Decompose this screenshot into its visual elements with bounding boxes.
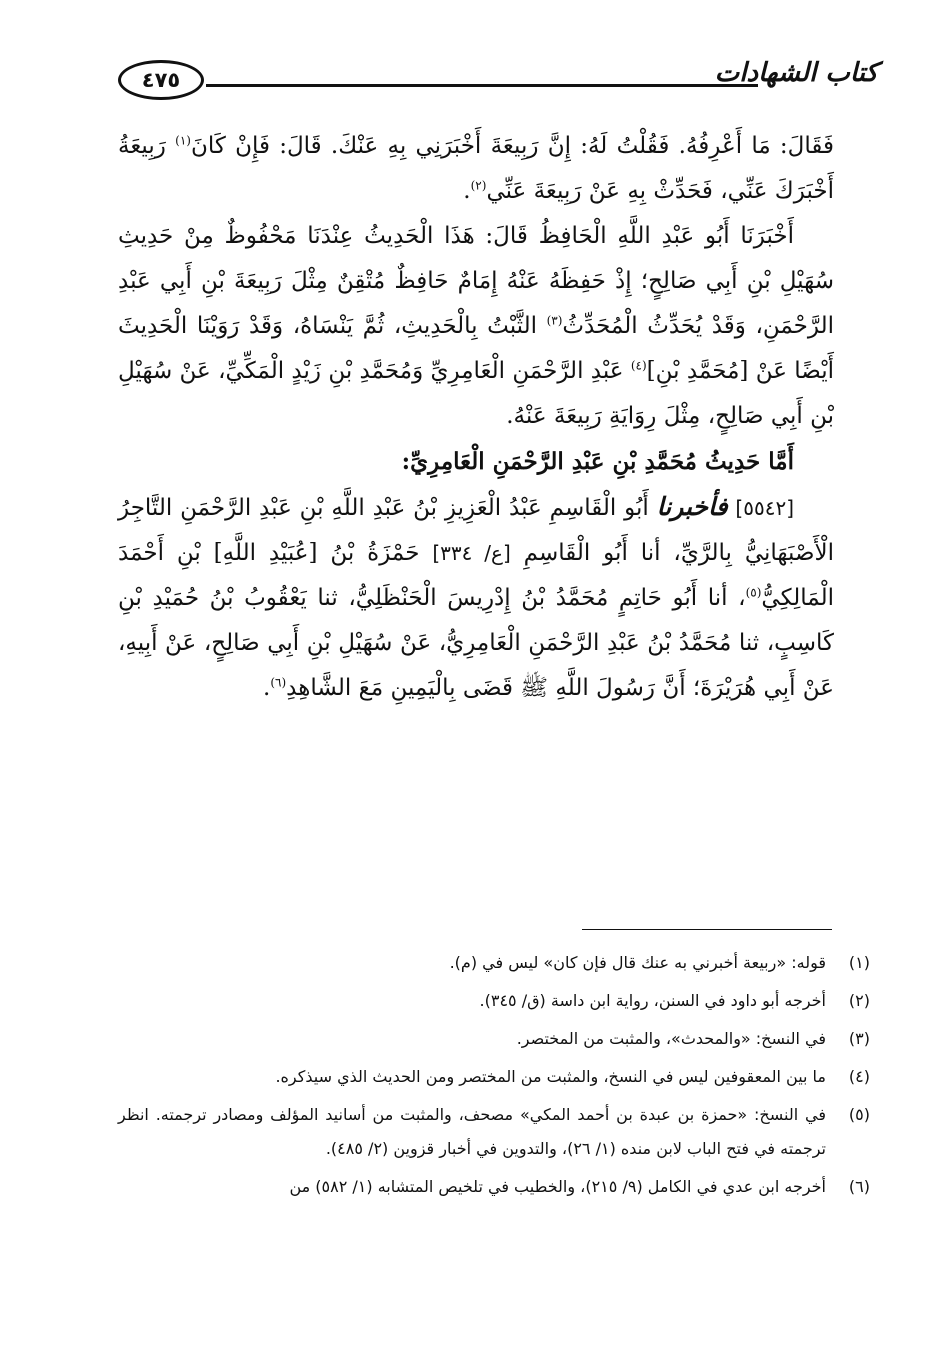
- text-run: أَخْبَرَنَا أَبُو عَبْدِ اللَّهِ الْحَافِظُ قَالَ: هَذَا الْحَدِيثُ عِنْدَنَا مَحْفُوظٌ مِنْ حَدِيثِ سُهَيْلِ بْنِ أَبِي صَالِحٍ؛ إِذْ حَفِظَهُ عَنْهُ إِمَامٌ حَافِظٌ مُتْقِنٌ مِثْلَ رَبِيعَةَ بْنِ أَبِي عَبْدِ الرَّحْمَنِ، وَقَدْ يُحَدِّثُ الْمُحَدِّثُ: [118, 223, 834, 339]
- page-number: ٤٧٥: [118, 60, 204, 100]
- footnote-number: (٢): [848, 991, 870, 1010]
- text-run: أَبُو الْقَاسِمِ عَبْدُ الْعَزِيزِ بْنُ عَبْدِ اللَّهِ بْنِ عَبْدِ الرَّحْمَنِ التَّاجِرُ الْأَصْبَهَانِيُّ بِالرَّيِّ، أنا أَبُو الْقَاسِمِ: [118, 495, 834, 566]
- footnote-text: أخرجه أبو داود في السنن، رواية ابن داسة (ق/ ٣٤٥).: [479, 991, 826, 1010]
- footnote-marker[interactable]: (٥): [745, 585, 762, 600]
- footnote-text: في النسخ: «حمزة بن عبدة بن أحمد المكي» مصحف، والمثبت من أسانيد المؤلف ومصادر ترجمته. انظر ترجمته في فتح الباب لابن منده (١/ ٢٦)، والتدوين في أخبار قزوين (٢/ ٤٨٥).: [118, 1105, 826, 1158]
- text-run: .: [263, 675, 271, 701]
- text-run: ، أنا أَبُو حَاتِمٍ مُحَمَّدُ بْنُ إِدْرِيسَ الْحَنْظَلِيُّ، ثنا يَعْقُوبُ بْنُ حُمَيْدِ بْنِ كَاسِبٍ، ثنا مُحَمَّدُ بْنُ عَبْدِ الرَّحْمَنِ الْعَامِرِيُّ، عَنْ سُهَيْلِ بْنِ أَبِي صَالِحٍ، عَنْ أَبِيهِ، عَنْ أَبِي هُرَيْرَةَ؛ أَنَّ رَسُولَ اللَّهِ ﷺ قَضَى بِالْيَمِينِ مَعَ الشَّاهِدِ: [118, 585, 834, 701]
- footnote-number: (٤): [848, 1067, 870, 1086]
- paragraph-2: [118, 214, 834, 439]
- footnote-number: (٣): [848, 1029, 870, 1048]
- footnote-number: (١): [848, 953, 870, 972]
- manuscript-ref: [ع/ ٣٣٤]: [432, 541, 511, 565]
- footnote-number: (٦): [848, 1177, 870, 1196]
- text-run: فَقَالَ: مَا أَعْرِفُهُ. فَقُلْتُ لَهُ: إِنَّ رَبِيعَةَ أَخْبَرَنِي بِهِ عَنْكَ. قَالَ: فَإِنْ كَانَ: [190, 133, 835, 159]
- footnote-item: [118, 1022, 870, 1056]
- paragraph-3: [118, 484, 834, 711]
- text-run: الثَّبْتُ بِالْحَدِيثِ، ثُمَّ يَنْسَاهُ، وَقَدْ رَوَيْنَا الْحَدِيثَ أَيْضًا عَنْ [مُحَمَّدِ بْنِ]: [118, 313, 835, 384]
- page-header: [118, 58, 878, 118]
- main-text: [118, 124, 834, 711]
- footnote-item: [118, 984, 870, 1018]
- footnote-marker[interactable]: (٣): [546, 313, 563, 328]
- text-run: .: [463, 178, 471, 204]
- footnote-text: في النسخ: «والمحدث»، والمثبت من المختصر.: [516, 1029, 826, 1048]
- book-title: كتاب الشهادات: [714, 58, 878, 88]
- footnote-marker[interactable]: (١): [175, 133, 191, 148]
- header-rule: [206, 84, 758, 87]
- footnote-item: [118, 1098, 870, 1166]
- hadith-number: [٥٥٤٢]: [735, 496, 795, 520]
- footnote-item: [118, 1060, 870, 1094]
- footnote-marker[interactable]: (٤): [630, 358, 647, 373]
- paragraph-1: [118, 124, 834, 214]
- footnote-item: [118, 1170, 870, 1204]
- footnote-separator: [582, 929, 832, 930]
- text-run: حَمْزَةُ بْنُ [عُبَيْدِ اللَّهِ] بْنِ أَحْمَدَ الْمَالِكِيُّ: [118, 540, 834, 611]
- text-run: رَبِيعَةُ أَخْبَرَكَ عَنِّي، فَحَدِّثْ بِهِ عَنْ رَبِيعَةَ عَنِّي: [118, 133, 834, 204]
- footnote-text: قوله: «ربيعة أخبرني به عنك قال فإن كان» ليس في (م).: [449, 953, 826, 972]
- footnote-marker[interactable]: (٢): [470, 178, 487, 193]
- section-heading: أَمَّا حَدِيثُ مُحَمَّدِ بْنِ عَبْدِ الرَّحْمَنِ الْعَامِرِيِّ:: [401, 448, 794, 475]
- footnote-item: [118, 946, 870, 980]
- footnote-number: (٥): [848, 1105, 870, 1124]
- footnote-marker[interactable]: (٦): [270, 675, 287, 690]
- akhbarana-keyword: فأخبرنا: [656, 492, 728, 521]
- footnote-text: ما بين المعقوفين ليس في النسخ، والمثبت من المختصر ومن الحديث الذي سيذكره.: [275, 1067, 826, 1086]
- footnotes: [118, 946, 870, 1208]
- text-run: عَبْدِ الرَّحْمَنِ الْعَامِرِيِّ وَمُحَمَّدِ بْنِ زَيْدٍ الْمَكِّيِّ، عَنْ سُهَيْلِ بْنِ أَبِي صَالِحٍ، مِثْلَ رِوَايَةِ رَبِيعَةَ عَنْهُ.: [118, 358, 834, 429]
- footnote-text: أخرجه ابن عدي في الكامل (٩/ ٢١٥)، والخطيب في تلخيص المتشابه (١/ ٥٨٢) من: [289, 1177, 826, 1196]
